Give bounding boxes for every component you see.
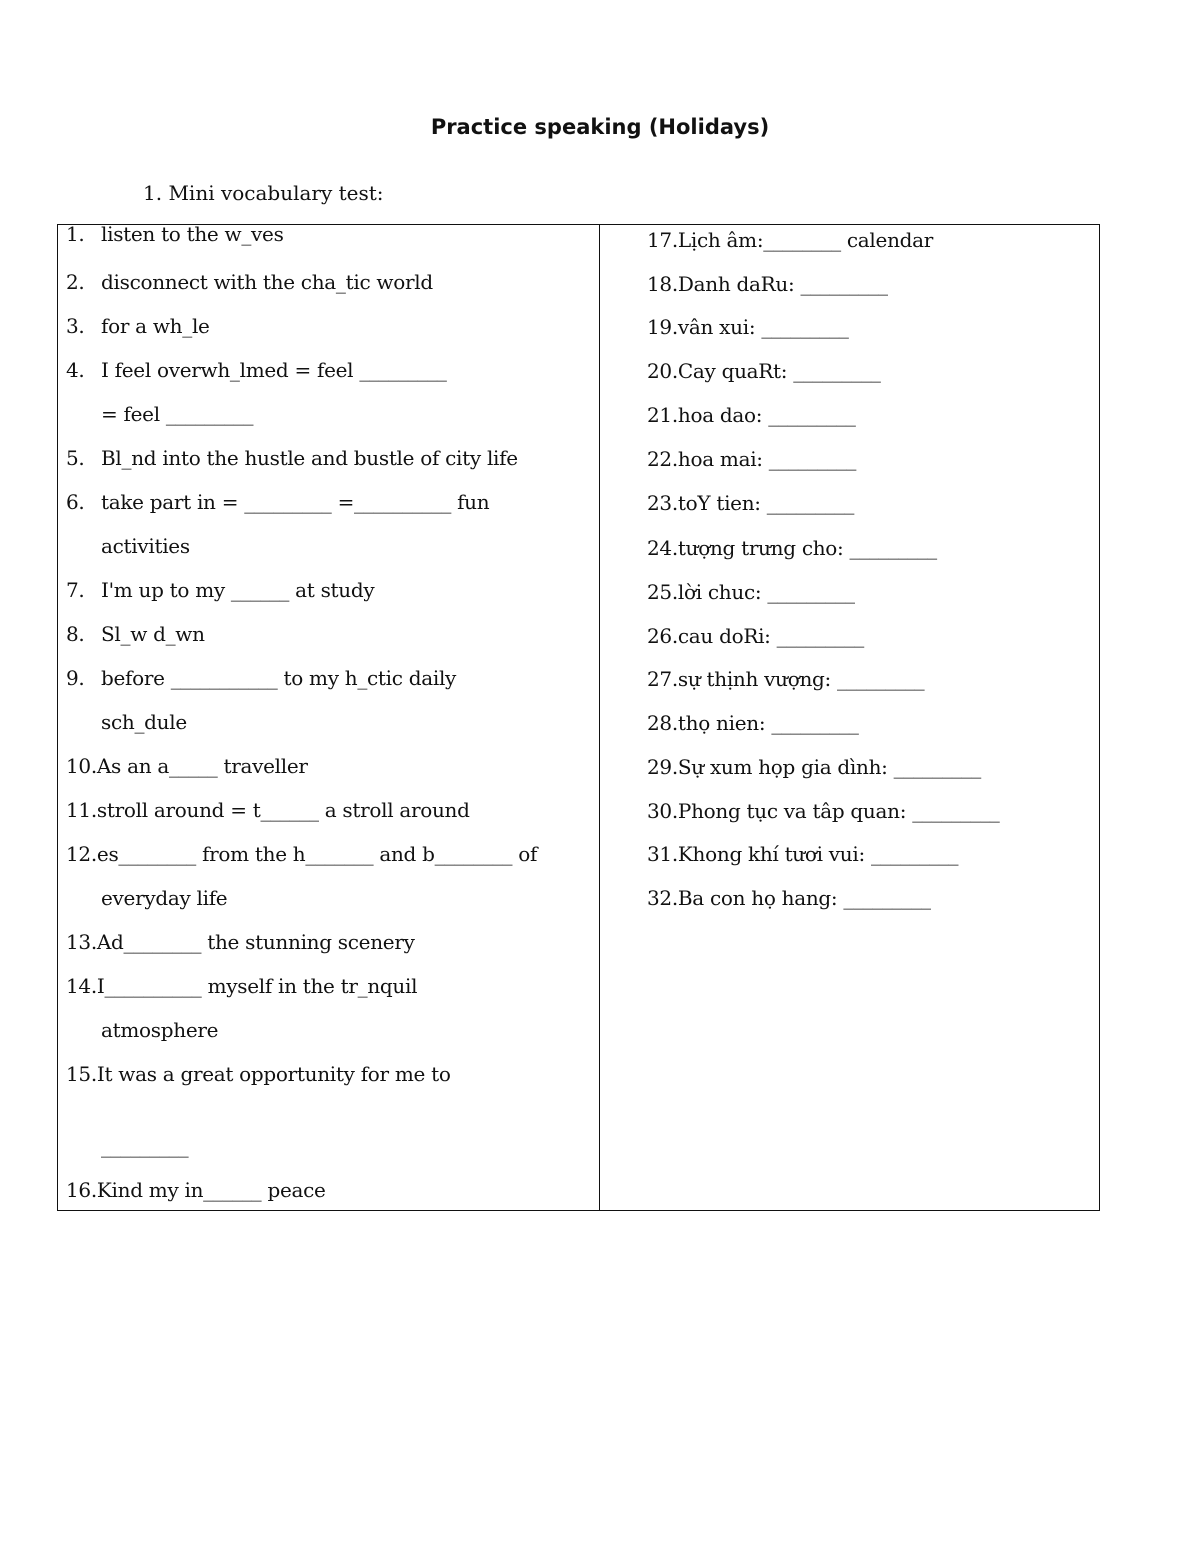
list-item: 20.Cay quaRt: _________ — [647, 359, 881, 383]
list-item: 21.hoa dao: _________ — [647, 403, 856, 427]
list-item: 25.lời chuc: _________ — [647, 580, 855, 604]
list-item: 27.sự thịnh vượng: _________ — [647, 667, 925, 691]
section-heading: 1. Mini vocabulary test: — [143, 181, 384, 205]
list-item: 32.Ba con họ hang: _________ — [647, 886, 931, 910]
list-item: 26.cau doRi: _________ — [647, 624, 864, 648]
list-item: 24.tượng trưng cho: _________ — [647, 536, 937, 560]
list-item: 31.Khong khí tươi vui: _________ — [647, 842, 959, 866]
list-item: 30.Phong tục va tâp quan: _________ — [647, 799, 1000, 823]
list-item: 29.Sự xum họp gia dình: _________ — [647, 755, 981, 779]
list-item: 17.Lịch âm:________ calendar — [647, 228, 934, 252]
list-item: 23.toY tien: _________ — [647, 491, 855, 515]
list-item: 19.vân xui: _________ — [647, 315, 849, 339]
list-item: 28.thọ nien: _________ — [647, 711, 859, 735]
list-item: 22.hoa mai: _________ — [647, 447, 857, 471]
column-divider — [599, 225, 600, 1210]
page-title: Practice speaking (Holidays) — [430, 115, 770, 139]
list-item: 18.Danh daRu: _________ — [647, 272, 888, 296]
